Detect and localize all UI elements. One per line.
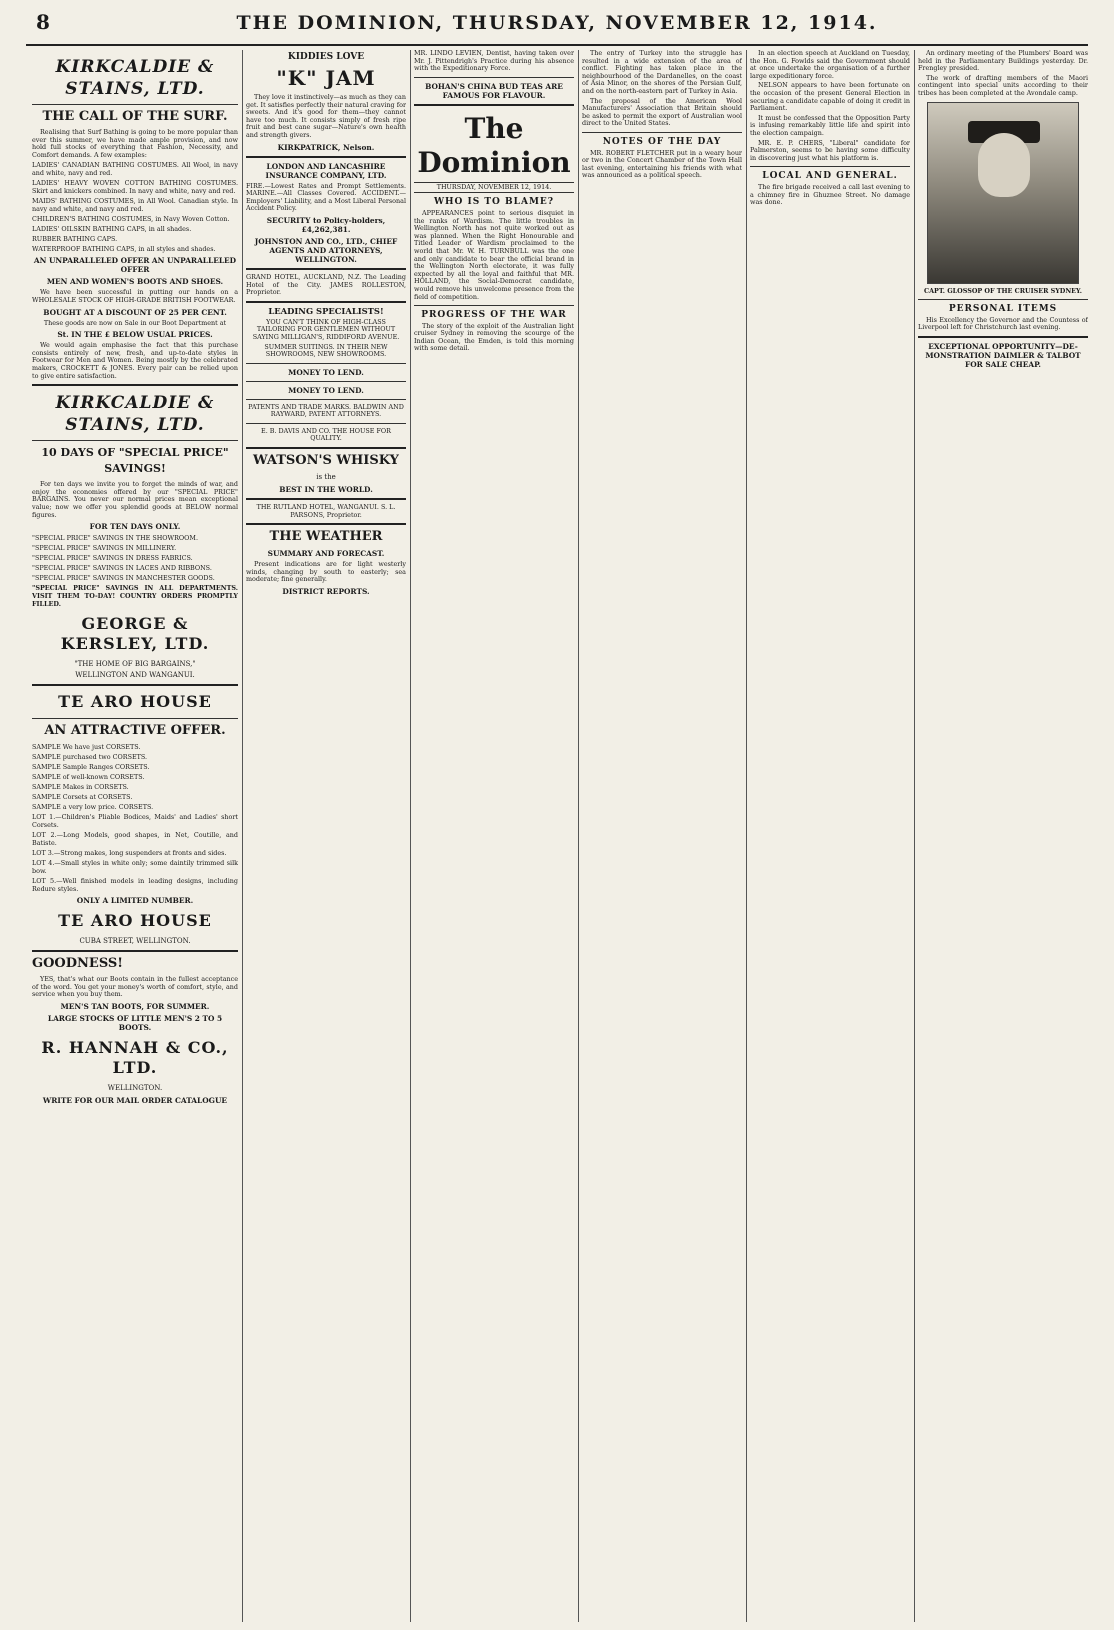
portrait-face xyxy=(978,133,1030,197)
article-text: APPEARANCES point to serious disquiet in the ranks of Wardism. The little troubles in Wellington North has not quite worked out as was planned. When the Right Honourable and Titled Leader of Wardism proclaimed to the world that Mr. W. H. TURNBULL was the one and only candidate to bear the official brand in the Wellington North electorate, it was fully expected by all the loyal and faithful that MR. HOLLAND, the Social-Democrat candidate, would remove his unwelcome presence from the field of competition. xyxy=(414,208,574,301)
ad-lot: LOT 1.—Children's Pliable Bodices, Maids' and Ladies' short Corsets. xyxy=(32,813,238,830)
portrait-photo xyxy=(927,102,1079,284)
ad-section: "SPECIAL PRICE" SAVINGS IN THE SHOWROOM. xyxy=(32,534,198,543)
ad-tenday: FOR TEN DAYS ONLY. xyxy=(89,522,181,532)
article-text: The fire brigade received a call last evening to a chimney fire in Ghuznee Street. No damage was done. xyxy=(750,182,910,207)
ad-brand: R. HANNAH & CO., LTD. xyxy=(41,1037,229,1077)
section-subheading: SUMMARY AND FORECAST. xyxy=(267,549,385,559)
dateline: THURSDAY, NOVEMBER 12, 1914. xyxy=(414,182,574,194)
ad-brand: KIRKCALDIE & STAINS, LTD. xyxy=(55,57,215,99)
ad-sample: SAMPLE Makes in CORSETS. xyxy=(32,783,129,792)
article-text: In an election speech at Auckland on Tuesday, the Hon. G. Fowlds said the Government should at once undertake the organisation of a further large expeditionary force. xyxy=(750,50,910,80)
ad-section: "SPECIAL PRICE" SAVINGS IN ALL DEPARTMENTS. VISIT THEM TO-DAY! COUNTRY ORDERS PROMPTLY FILLED. xyxy=(32,584,238,609)
ad-sample: SAMPLE purchased two CORSETS. xyxy=(32,753,148,762)
divider xyxy=(582,132,742,133)
ad-place: WELLINGTON AND WANGANUI. xyxy=(75,671,195,680)
section-heading: THE WEATHER xyxy=(269,529,383,545)
column-personal xyxy=(918,50,1088,1622)
ad-section: "SPECIAL PRICE" SAVINGS IN LACES AND RIBBONS. xyxy=(32,564,212,573)
column-ads-middle xyxy=(246,50,406,1622)
article-text: An ordinary meeting of the Plumbers' Board was held in the Parliamentary Buildings yesterday. Dr. Frengley presided. xyxy=(918,50,1088,73)
ad-limited: ONLY A LIMITED NUMBER. xyxy=(76,896,194,906)
ad-sample: SAMPLE of well-known CORSETS. xyxy=(32,773,145,782)
ad-text: BOHAN'S CHINA BUD TEAS ARE FAMOUS FOR FLAVOUR. xyxy=(425,81,563,100)
ad-security: SECURITY to Policy-holders, £4,262,381. xyxy=(266,215,386,234)
divider xyxy=(414,305,574,306)
ad-text: is the xyxy=(316,473,336,482)
column-news xyxy=(750,50,910,1622)
divider xyxy=(246,447,406,449)
ad-brand: TE ARO HOUSE xyxy=(58,692,212,712)
ad-money: MONEY TO LEND. xyxy=(288,385,364,395)
newspaper-flag: The Dominion xyxy=(417,111,571,179)
column-rule xyxy=(242,50,243,1622)
ad-place: WELLINGTON. xyxy=(107,1083,163,1092)
page-number: 8 xyxy=(36,10,50,34)
divider xyxy=(246,423,406,424)
article-text: NELSON appears to have been fortunate on the occasion of the present General Election in securing a candidate capable of doing it credit in Parliament. xyxy=(750,81,910,113)
ad-address: CUBA STREET, WELLINGTON. xyxy=(79,937,191,946)
section-heading: NOTES OF THE DAY xyxy=(602,136,722,147)
section-heading: PERSONAL ITEMS xyxy=(948,304,1058,315)
ad-sub: "THE HOME OF BIG BARGAINS," xyxy=(74,660,196,669)
column-rule xyxy=(746,50,747,1622)
ad-item: MAIDS' BATHING COSTUMES, in All Wool. Canadian style. In navy and white, and navy and red. xyxy=(32,197,238,214)
divider xyxy=(32,104,238,105)
section-subheading: DISTRICT REPORTS. xyxy=(282,587,370,597)
ad-item: CHILDREN'S BATHING COSTUMES, in Navy Woven Cotton. xyxy=(32,215,230,224)
divider xyxy=(246,156,406,158)
article-text: MR. ROBERT FLETCHER put in a weary hour or two in the Concert Chamber of the Town Hall last evening, entertaining his friends with what was announced as a political speech. xyxy=(582,148,742,180)
ad-text: YES, that's what our Boots contain in the fullest acceptance of the word. You get your money's worth of comfort, style, and service when you buy them. xyxy=(32,975,238,999)
ad-headline: KIDDIES LOVE xyxy=(287,52,365,62)
divider xyxy=(246,498,406,500)
ad-offer-sub: MEN AND WOMEN'S BOOTS AND SHOES. xyxy=(46,277,224,287)
divider xyxy=(32,684,238,686)
article-text: The entry of Turkey into the struggle has resulted in a wide extension of the area of conflict. Fighting has taken place in the neighbourhood of the Dardanelles, on the coast of Asia Minor, on the shores of the Persian Gulf, and on the north-eastern part of Turkey in Asia. xyxy=(582,50,742,95)
ad-headline: WATSON'S WHISKY xyxy=(253,453,399,469)
divider xyxy=(246,363,406,364)
divider xyxy=(918,299,1088,300)
ad-text: GRAND HOTEL, AUCKLAND, N.Z. The Leading Hotel of the City. JAMES ROLLESTON, Proprietor. xyxy=(246,272,406,297)
ad-sample: SAMPLE Sample Ranges CORSETS. xyxy=(32,763,150,772)
ad-headline: 10 DAYS OF "SPECIAL PRICE" SAVINGS! xyxy=(41,446,229,476)
ad-sale-text: These goods are now on Sale in our Boot Department at xyxy=(43,318,227,327)
ad-headline: EXCEPTIONAL OPPORTUNITY—DE-MONSTRATION DAIMLER & TALBOT FOR SALE CHEAP. xyxy=(925,341,1081,369)
ad-brand: KIRKCALDIE & STAINS, LTD. xyxy=(55,393,215,436)
ad-agents: JOHNSTON AND CO., LTD., CHIEF AGENTS AND ATTORNEYS, WELLINGTON. xyxy=(254,236,398,264)
ad-offer-text: We have been successful in putting our hands on a WHOLESALE STOCK OF HIGH-GRADE BRITISH FOOTWEAR. xyxy=(32,288,238,304)
ad-stock: LARGE STOCKS OF LITTLE MEN'S 2 TO 5 BOOTS. xyxy=(47,1013,223,1032)
ad-headline: AN ATTRACTIVE OFFER. xyxy=(44,723,226,739)
ad-brand: GEORGE & KERSLEY, LTD. xyxy=(60,614,210,654)
ad-lot: LOT 4.—Small styles in white only; some daintily trimmed silk bow. xyxy=(32,859,238,876)
ad-end-text: We would again emphasise the fact that this purchase consists entirely of new, fresh, and up-to-date styles in Footwear for Men and Women. Being mostly by the celebrated makers, CROCKETT & JONES. Every pair can be relied upon to give entire satisfaction. xyxy=(32,341,238,380)
article-text: Present indications are for light westerly winds, changing by south to easterly; sea moderate; fine generally. xyxy=(246,560,406,584)
article-text: The work of drafting members of the Maori contingent into special units according to their tribes has been completed at the Avondale camp. xyxy=(918,73,1088,97)
ad-discount: BOUGHT AT A DISCOUNT OF 25 PER CENT. xyxy=(43,307,227,317)
ad-lot: LOT 3.—Strong makes, long suspenders at fronts and sides. xyxy=(32,849,227,858)
column-editorial xyxy=(414,50,574,1622)
photo-caption: CAPT. GLOSSOP OF THE CRUISER SYDNEY. xyxy=(923,286,1083,295)
ad-sample: SAMPLE Corsets at CORSETS. xyxy=(32,793,133,802)
column-ads-left xyxy=(32,50,238,1622)
divider xyxy=(750,166,910,167)
article-text: The proposal of the American Wool Manufacturers' Association that Britain should be asked to permit the export of Australian wool direct to the United States. xyxy=(582,96,742,128)
ad-intro: Realising that Surf Bathing is going to be more popular than ever this summer, we have made ample provision, and now hold full stocks of everything that Fashion, Necessity, and Comfort demands. A few examples: xyxy=(32,128,238,159)
ad-sub: MEN'S TAN BOOTS, FOR SUMMER. xyxy=(60,1001,210,1011)
ad-item: LADIES' OILSKIN BATHING CAPS, in all shades. xyxy=(32,225,192,234)
divider xyxy=(246,268,406,270)
section-heading: LOCAL AND GENERAL. xyxy=(762,171,898,182)
newspaper-title: THE DOMINION, THURSDAY, NOVEMBER 12, 1914. xyxy=(236,12,878,34)
ad-text: MR. LINDO LEVIEN, Dentist, having taken over Mr. J. Pittendrigh's Practice during his absence with the Expeditionary Force. xyxy=(414,50,574,73)
ad-headline: GOODNESS! xyxy=(32,956,124,972)
ad-section: "SPECIAL PRICE" SAVINGS IN DRESS FABRICS. xyxy=(32,554,193,563)
ad-text: THE RUTLAND HOTEL, WANGANUI. S. L. PARSONS, Proprietor. xyxy=(256,503,396,519)
ad-headline: LONDON AND LANCASHIRE INSURANCE COMPANY, LTD. xyxy=(265,161,387,180)
ad-text: They love it instinctively—as much as they can get. It satisfies perfectly their natural craving for sweets. And it's good for them—they cannot have too much. It consists simply of fresh ripe fruit and best cane sugar—Nature's own health and strength givers. xyxy=(246,93,406,139)
ad-money: MONEY TO LEND. xyxy=(288,367,364,377)
divider xyxy=(246,381,406,382)
divider xyxy=(32,950,238,952)
ad-text: E. B. DAVIS AND CO. THE HOUSE FOR QUALITY. xyxy=(261,426,391,443)
ad-sign: KIRKPATRICK, Nelson. xyxy=(277,142,375,152)
ad-text: SUMMER SUITINGS. IN THEIR NEW SHOWROOMS, NEW SHOWROOMS. xyxy=(264,342,388,359)
column-rule xyxy=(410,50,411,1622)
divider xyxy=(246,301,406,303)
article-text: MR. E. P. CHERS, "Liberal" candidate for Palmerston, seems to be having some difficulty in discovering just what his platform is. xyxy=(750,138,910,162)
ad-cta: WRITE FOR OUR MAIL ORDER CATALOGUE xyxy=(42,1095,228,1105)
ad-item: LADIES' CANADIAN BATHING COSTUMES. All Wool, in navy and white, navy and red. xyxy=(32,161,238,178)
ad-section: "SPECIAL PRICE" SAVINGS IN MANCHESTER GOODS. xyxy=(32,574,215,583)
ad-item: LADIES' HEAVY WOVEN COTTON BATHING COSTUMES. Skirt and knickers combined. In navy and white, navy and red. xyxy=(32,179,238,196)
ad-brand: TE ARO HOUSE xyxy=(58,911,212,931)
ad-text: FIRE.—Lowest Rates and Prompt Settlements. MARINE.—All Classes Covered. ACCIDENT.—Employers' Liability, and a Most Liberal Personal Accident Policy. xyxy=(246,181,406,213)
ad-headline: LEADING SPECIALISTS! xyxy=(268,305,384,316)
divider xyxy=(414,77,574,78)
section-heading: PROGRESS OF THE WAR xyxy=(421,310,567,321)
ad-brand: "K" JAM xyxy=(276,66,376,90)
ad-sample: SAMPLE We have just CORSETS. xyxy=(32,743,141,752)
ad-sample: SAMPLE a very low price. CORSETS. xyxy=(32,803,154,812)
ad-text: YOU CAN'T THINK OF HIGH-CLASS TAILORING FOR GENTLEMEN WITHOUT SAYING MILLIGAN'S, RIDDIFORD AVENUE. xyxy=(252,317,400,341)
ad-section: "SPECIAL PRICE" SAVINGS IN MILLINERY. xyxy=(32,544,177,553)
ad-item: RUBBER BATHING CAPS. xyxy=(32,235,118,244)
ad-text: PATENTS AND TRADE MARKS. BALDWIN AND RAYWARD, PATENT ATTORNEYS. xyxy=(248,402,404,419)
ad-lot: LOT 5.—Well finished models in leading designs, including Redure styles. xyxy=(32,877,238,894)
divider xyxy=(32,718,238,719)
article-text: His Excellency the Governor and the Countess of Liverpool left for Christchurch last evening. xyxy=(918,315,1088,332)
editorial-heading: WHO IS TO BLAME? xyxy=(433,197,555,208)
article-text: The story of the exploit of the Australian light cruiser Sydney in removing the scourge of the Indian Ocean, the Emden, is told this morning with some detail. xyxy=(414,321,574,353)
divider xyxy=(918,336,1088,338)
ad-item: WATERPROOF BATHING CAPS, in all styles and shades. xyxy=(32,245,216,254)
column-rule xyxy=(578,50,579,1622)
divider xyxy=(414,104,574,106)
article-text: It must be confessed that the Opposition Party is infusing remarkably little life and spirit into the election campaign. xyxy=(750,113,910,137)
ad-sale-head: St. IN THE £ BELOW USUAL PRICES. xyxy=(57,330,213,340)
divider xyxy=(32,440,238,441)
ad-offer-head: AN UNPARALLELED OFFER AN UNPARALLELED OFFER xyxy=(33,256,237,275)
masthead xyxy=(26,6,1088,46)
ad-intro: For ten days we invite you to forget the minds of war, and enjoy the economies offered by our "SPECIAL PRICE" BARGAINS. You never our normal prices mean exceptional value; now we offer you splendid goods at BELOW normal figures. xyxy=(32,480,238,519)
divider xyxy=(32,384,238,386)
column-rule xyxy=(914,50,915,1622)
divider xyxy=(246,523,406,525)
ad-headline: THE CALL OF THE SURF. xyxy=(42,109,228,124)
ad-lot: LOT 2.—Long Models, good shapes, in Net, Coutille, and Batiste. xyxy=(32,831,238,848)
column-commentary xyxy=(582,50,742,1622)
ad-text: BEST IN THE WORLD. xyxy=(279,485,373,495)
divider xyxy=(246,399,406,400)
